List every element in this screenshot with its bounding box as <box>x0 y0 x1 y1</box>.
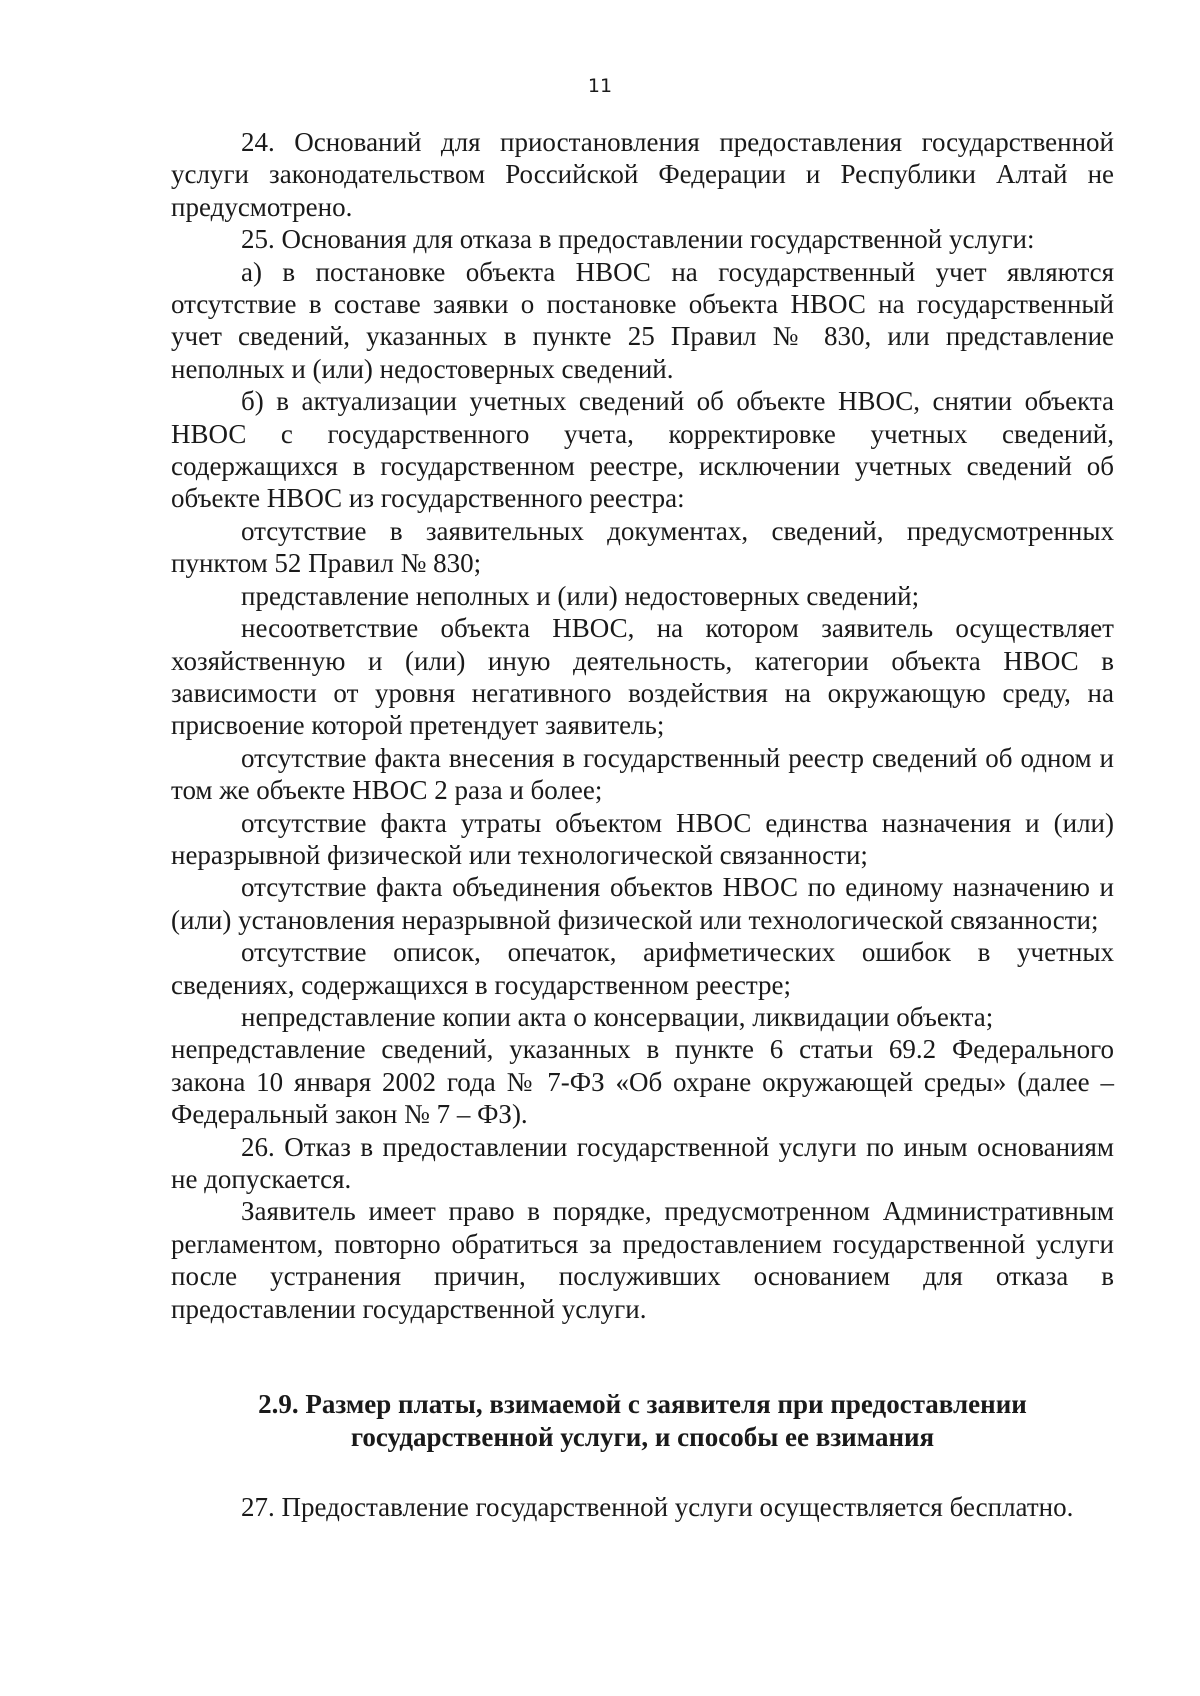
paragraph-26: 26. Отказ в предоставлении государственной услуги по иным основаниям не допускается. <box>171 1131 1114 1194</box>
paragraph-25-b: б) в актуализации учетных сведений об объекте НВОС, снятии объекта НВОС с государственного учета, корректировке учетных сведений, содержащихся в государственном реестре, исключении учетных сведений об объекте НВОС из государственного реестра: <box>171 386 1114 514</box>
section-heading-line: государственной услуги, и способы ее взимания <box>350 1422 935 1452</box>
paragraph-applicant-right: Заявитель имеет право в порядке, предусмотренном Административным регламентом, повторно обратиться за предоставлением государственной услуги после устранения причин, послуживших основанием для отказа в предоставлении государственной услуги. <box>171 1196 1114 1324</box>
list-item: отсутствие факта объединения объектов НВОС по единому назначению и (или) установления неразрывной физической или технологической связанности; <box>171 872 1114 935</box>
paragraph-24: 24. Оснований для приостановления предоставления государственной услуги законодательством Российской Федерации и Республики Алтай не предусмотрено. <box>171 127 1114 222</box>
list-item: отсутствие описок, опечаток, арифметических ошибок в учетных сведениях, содержащихся в государственном реестре; <box>171 937 1114 1000</box>
list-item: несоответствие объекта НВОС, на котором заявитель осуществляет хозяйственную и (или) иную деятельность, категории объекта НВОС в зависимости от уровня негативного воздействия на окружающую среду, на присвоение которой претендует заявитель; <box>171 613 1114 741</box>
paragraph-25: 25. Основания для отказа в предоставлении государственной услуги: <box>241 224 1035 255</box>
list-item: представление неполных и (или) недостоверных сведений; <box>241 580 920 611</box>
paragraph-25-a: а) в постановке объекта НВОС на государственный учет являются отсутствие в составе заявки о постановке объекта НВОС на государственный учет сведений, указанных в пункте 25 Правил № 830, или представление неполных и (или) недостоверных сведений. <box>171 256 1114 384</box>
list-item: отсутствие в заявительных документах, сведений, предусмотренных пунктом 52 Правил № 830; <box>171 515 1114 579</box>
paragraph-27: 27. Предоставление государственной услуги осуществляется бесплатно. <box>241 1492 1074 1522</box>
section-heading <box>171 1388 1114 1454</box>
page-number: 11 <box>587 75 613 97</box>
body-text <box>171 126 1114 1325</box>
list-item: непредставление сведений, указанных в пункте 6 статьи 69.2 Федерального закона 10 января 2002 года № 7-ФЗ «Об охране окружающей среды» (далее – Федеральный закон № 7 – ФЗ). <box>171 1034 1114 1130</box>
list-item: отсутствие факта внесения в государственный реестр сведений об одном и том же объекте НВОС 2 раза и более; <box>171 742 1114 806</box>
section-heading-line: 2.9. Размер платы, взимаемой с заявителя при предоставлении <box>258 1389 1027 1419</box>
list-item: непредставление копии акта о консервации, ликвидации объекта; <box>241 1001 994 1032</box>
list-item: отсутствие факта утраты объектом НВОС единства назначения и (или) неразрывной физической или технологической связанности; <box>171 807 1114 870</box>
